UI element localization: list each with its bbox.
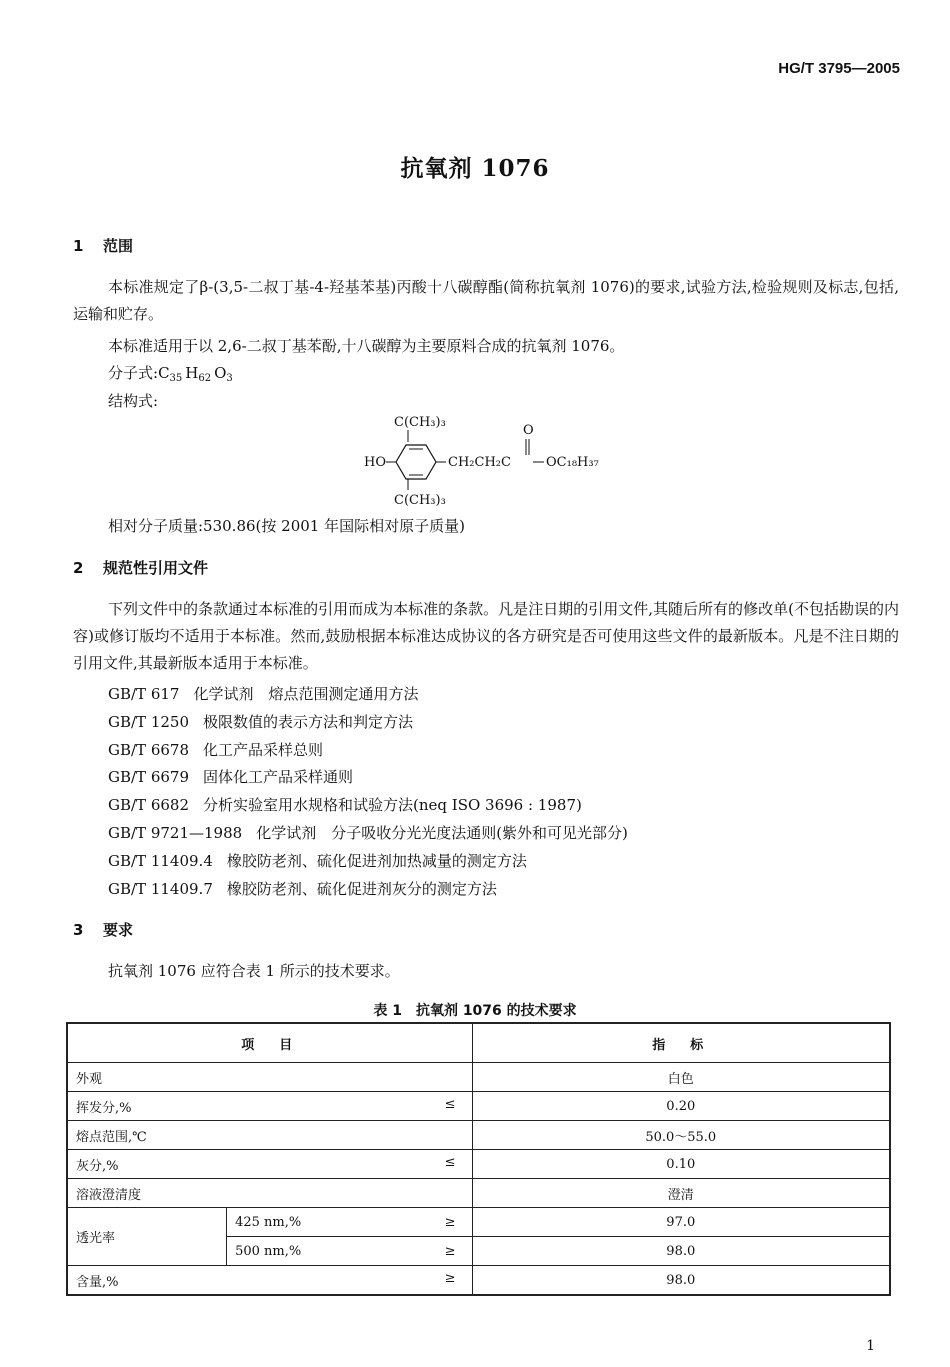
reference-code: GB/T 11409.4: [108, 852, 213, 870]
row-value: 50.0～55.0: [472, 1121, 890, 1150]
section-title: 规范性引用文件: [103, 559, 209, 577]
reference-code: GB/T 6679: [108, 768, 190, 786]
section-3-heading: [73, 919, 133, 940]
section-number: 2: [73, 559, 84, 577]
document-title: 抗氧剂 1076: [400, 155, 550, 182]
row-label: 外观: [67, 1063, 472, 1092]
table-row: [67, 1150, 890, 1179]
row-value: 0.20: [472, 1092, 890, 1121]
section-title: 要求: [103, 921, 134, 939]
reference-code: GB/T 1250: [108, 713, 190, 731]
formula-h: H: [185, 364, 199, 382]
reference-item: [108, 850, 527, 871]
sub-row-label: 425 nm,%: [235, 1214, 302, 1230]
header-item: 项 目: [67, 1023, 472, 1063]
reference-title: 橡胶防老剂、硫化促进剂加热减量的测定方法: [226, 852, 527, 870]
octadecyl-ester-label: OC₁₈H₃₇: [546, 455, 599, 470]
reference-code: GB/T 6678: [108, 741, 190, 759]
reference-title: 橡胶防老剂、硫化促进剂灰分的测定方法: [226, 880, 497, 898]
molar-mass: 相对分子质量:530.86(按 2001 年国际相对原子质量): [108, 517, 465, 535]
limit-symbol: ≥: [444, 1270, 456, 1286]
hydroxyl-label: HO: [364, 455, 386, 470]
row-value: 0.10: [472, 1150, 890, 1179]
propanoate-chain-label: CH₂CH₂C: [448, 455, 511, 470]
reference-code: GB/T 6682: [108, 796, 190, 814]
row-label-cell: [67, 1150, 472, 1179]
limit-symbol: ≥: [444, 1214, 456, 1230]
molecular-formula: [108, 362, 233, 384]
row-label: 灰分,%: [76, 1158, 119, 1174]
sub-row-label: 500 nm,%: [235, 1243, 302, 1259]
reference-code: GB/T 617: [108, 685, 180, 703]
reference-item: [108, 683, 418, 704]
row-value: 97.0: [472, 1208, 890, 1237]
header-value: 指 标: [472, 1023, 890, 1063]
table-row: [67, 1208, 890, 1237]
formula-label: 分子式:: [108, 364, 159, 382]
formula-c-count: 35: [169, 373, 183, 384]
reference-code: GB/T 11409.7: [108, 880, 213, 898]
formula-o: O: [214, 364, 227, 382]
carbonyl-oxygen-label: O: [523, 423, 534, 438]
section-title: 范围: [103, 237, 134, 255]
section-1-heading: [73, 235, 133, 256]
table-row: [67, 1121, 890, 1150]
benzene-ring: [396, 445, 436, 479]
limit-symbol: ≥: [444, 1243, 456, 1259]
standard-code: HG/T 3795—2005: [778, 60, 900, 77]
reference-item: [108, 711, 413, 732]
reference-item: [108, 878, 497, 899]
sub-row-label-cell: [227, 1208, 472, 1237]
limit-symbol: ≤: [444, 1154, 456, 1170]
row-label: 溶液澄清度: [67, 1179, 472, 1208]
formula-h-count: 62: [198, 373, 212, 384]
limit-symbol: ≤: [444, 1096, 456, 1112]
reference-title: 化学试剂 分子吸收分光光度法通则(紫外和可见光部分): [256, 824, 628, 842]
table-row: [67, 1063, 890, 1092]
row-value: 98.0: [472, 1266, 890, 1296]
row-label: 熔点范围,℃: [67, 1121, 472, 1150]
reference-item: [108, 794, 582, 815]
section-number: 3: [73, 921, 84, 939]
reference-title: 固体化工产品采样通则: [203, 768, 354, 786]
requirements-table: [66, 1022, 891, 1296]
table-row: [67, 1179, 890, 1208]
normative-references-intro: 下列文件中的条款通过本标准的引用而成为本标准的条款。凡是注日期的引用文件,其随后所有的修改单(不包括勘误的内容)或修订版均不适用于本标准。然而,鼓励根据本标准达成协议的各方研究是否可使用这些文件的最新版本。凡是不注日期的引用文件,其最新版本适用于本标准。: [73, 600, 899, 672]
formula-c: C: [158, 364, 170, 382]
row-label: 透光率: [67, 1208, 227, 1266]
section-number: 1: [73, 237, 84, 255]
reference-item: [108, 739, 323, 760]
table-caption: 表 1 抗氧剂 1076 的技术要求: [373, 1003, 577, 1019]
table-row: [67, 1266, 890, 1296]
row-value: 澄清: [472, 1179, 890, 1208]
reference-item: [108, 766, 353, 787]
bottom-tert-butyl-label: C(CH₃)₃: [394, 493, 446, 508]
scope-paragraph-2: 本标准适用于以 2,6-二叔丁基苯酚,十八碳醇为主要原料合成的抗氧剂 1076。: [108, 337, 625, 355]
formula-o-count: 3: [226, 373, 233, 384]
row-value: 98.0: [472, 1237, 890, 1266]
section-2-heading: [73, 557, 208, 578]
sub-row-label-cell: [227, 1237, 472, 1266]
table-header-row: [67, 1023, 890, 1063]
table-row: [67, 1092, 890, 1121]
reference-title: 分析实验室用水规格和试验方法(neq ISO 3696 : 1987): [203, 796, 582, 814]
row-value: 白色: [472, 1063, 890, 1092]
reference-title: 极限数值的表示方法和判定方法: [203, 713, 414, 731]
structural-formula-diagram: [360, 412, 660, 512]
scope-paragraph-1: 本标准规定了β-(3,5-二叔丁基-4-羟基苯基)丙酸十八碳醇酯(简称抗氧剂 1076)的要求,试验方法,检验规则及标志,包括,运输和贮存。: [73, 278, 899, 323]
structure-label: 结构式:: [108, 392, 159, 410]
row-label-cell: [67, 1092, 472, 1121]
reference-code: GB/T 9721—1988: [108, 824, 243, 842]
reference-title: 化工产品采样总则: [203, 741, 324, 759]
row-label: 挥发分,%: [76, 1100, 132, 1116]
row-label-cell: [67, 1266, 472, 1296]
page-number: 1: [866, 1338, 875, 1354]
row-label: 含量,%: [76, 1274, 119, 1290]
top-tert-butyl-label: C(CH₃)₃: [394, 415, 446, 430]
reference-title: 化学试剂 熔点范围测定通用方法: [193, 685, 419, 703]
reference-item: [108, 822, 628, 843]
requirements-intro: 抗氧剂 1076 应符合表 1 所示的技术要求。: [108, 962, 400, 980]
